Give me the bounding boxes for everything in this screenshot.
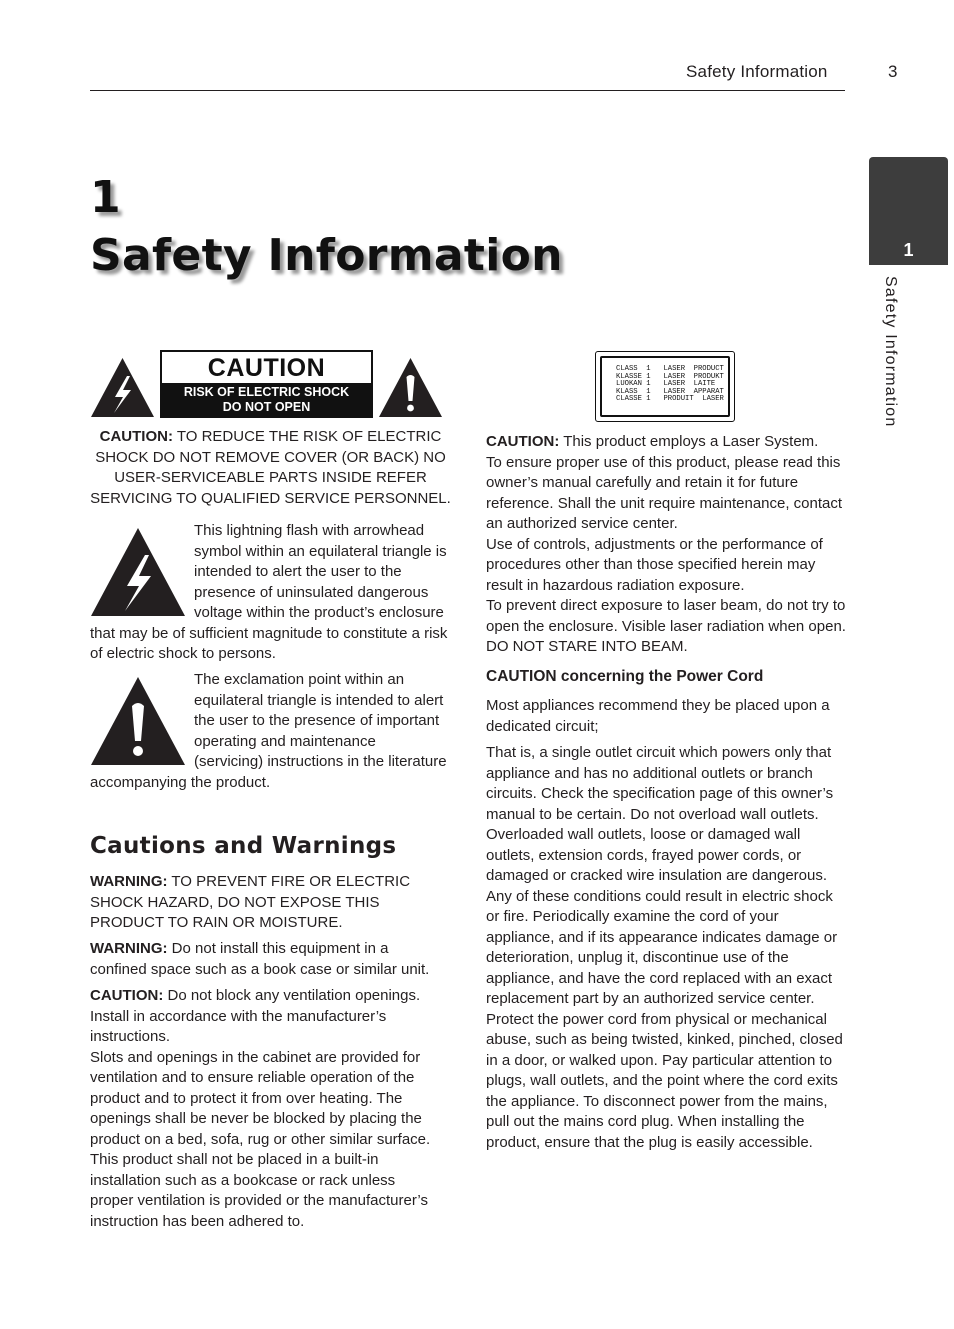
- exclamation-description-block: [90, 670, 448, 793]
- page-number: 3: [888, 62, 898, 81]
- power-cord-para-2: That is, a single outlet circuit which powers only that appliance and has no additional outlets or branch circuits. Check the specification page of this owner’s manual to be certain. Do not overload wall outlets. Overloaded wall outlets, loose or damaged wall outlets, extension cords, frayed power cords, or damaged or cracked wire insulation are dangerous. Any of these conditions could result in electric shock or fire. Periodically examine the cord of your appliance, and if its appearance indicates damage or deterioration, unplug it, discontinue use of the appliance, and have the cord replaced with an exact replacement part by an authorized service center. Protect the power cord from physical or mechanical abuse, such as being twisted, kinked, pinched, closed in a door, or walked upon. Pay particular attention to plugs, wall outlets, and the point where the cord exits the appliance. To disconnect power from the mains, pull out the mains cord plug. When installing the product, ensure that the plug is easily accessible.: [486, 744, 843, 1151]
- chapter-title: Safety Information: [90, 230, 563, 281]
- lightning-description-block: [90, 521, 448, 665]
- laser-caution-text: This product employs a Laser System.: [559, 433, 819, 450]
- caution-notice: [90, 427, 451, 509]
- lightning-description: This lightning flash with arrowhead symbol within an equilateral triangle is intended to alert the user to the presence of uninsulated dangerous voltage within the product’s enclosure that may be of sufficient magnitude to constitute a risk of electric shock to persons.: [90, 522, 448, 662]
- caution-label: [160, 350, 373, 418]
- caution-label-line2: DO NOT OPEN: [222, 400, 311, 414]
- warning-moisture-text: TO PREVENT FIRE OR ELECTRIC SHOCK HAZARD, DO NOT EXPOSE THIS PRODUCT TO RAIN OR MOISTURE.: [90, 873, 411, 931]
- exclamation-warning-icon: [378, 357, 443, 418]
- header-rule: [90, 90, 845, 91]
- section-heading-cautions: Cautions and Warnings: [90, 833, 397, 859]
- warning-confined-lead: WARNING:: [90, 940, 168, 957]
- ventilation-detail: Slots and openings in the cabinet are provided for ventilation and to ensure reliable operation of the product and to protect it from over heating. The openings shall be never be blocked by placing the product on a bed, sofa, rug or other similar surface. This product shall not be placed in a built-in installation such as a bookcase or rack unless proper ventilation is provided or the manufacturer’s instruction has been adhered to.: [90, 1048, 431, 1230]
- caution-ventilation-lead: CAUTION:: [90, 987, 164, 1004]
- lightning-triangle-icon: [90, 527, 186, 617]
- caution-ventilation: [90, 986, 440, 1232]
- caution-label-band: [162, 383, 371, 416]
- exclamation-description: The exclamation point within an equilateral triangle is intended to alert the user to the presence of important operating and maintenance (servicing) instructions in the literature accompanying the product.: [90, 671, 447, 791]
- caution-notice-lead: CAUTION:: [99, 428, 173, 445]
- caution-label-title: CAUTION: [207, 354, 326, 382]
- warning-moisture-lead: WARNING:: [90, 873, 168, 890]
- chapter-number: 1: [90, 172, 121, 223]
- laser-product-label: [595, 351, 735, 422]
- warning-moisture: [90, 872, 442, 934]
- side-tab-number: 1: [903, 240, 914, 260]
- caution-notice-text: TO REDUCE THE RISK OF ELECTRIC SHOCK DO NOT REMOVE COVER (OR BACK) NO USER-SERVICEABLE PARTS INSIDE REFER SERVICING TO QUALIFIED SERVICE PERSONNEL.: [90, 428, 451, 507]
- laser-paragraph-3: To prevent direct exposure to laser beam, do not try to open the enclosure. Visible laser radiation when open. DO NOT STARE INTO BEAM.: [486, 597, 846, 655]
- laser-paragraph-1: To ensure proper use of this product, please read this owner’s manual carefully and retain it for future reference. Shall the unit require maintenance, contact an authorized service center.: [486, 453, 843, 532]
- power-cord-para-1: Most appliances recommend they be placed upon a dedicated circuit;: [486, 697, 830, 735]
- warning-confined-space: [90, 939, 442, 980]
- exclamation-triangle-icon: [90, 676, 186, 766]
- caution-ventilation-text: Do not block any ventilation openings. Install in accordance with the manufacturer’s instructions.: [90, 987, 421, 1045]
- chapter-side-tab: [869, 157, 948, 265]
- warning-confined-text: Do not install this equipment in a confined space such as a book case or similar unit.: [90, 940, 430, 978]
- power-cord-heading: CAUTION concerning the Power Cord: [486, 668, 764, 685]
- laser-label-text: CLASS 1 LASER PRODUCT KLASSE 1 LASER PRODUKT LUOKAN 1 LASER LAITE KLASS 1 LASER APPARAT CLASSE 1 PRODUIT LASER: [616, 365, 724, 404]
- laser-paragraph-2: Use of controls, adjustments or the performance of procedures other than those specified herein may result in hazardous radiation exposure.: [486, 535, 823, 594]
- side-tab-label: Safety Information: [882, 276, 899, 428]
- running-head-title: Safety Information: [686, 62, 828, 81]
- laser-caution-block: [486, 432, 846, 658]
- lightning-warning-icon: [90, 357, 155, 418]
- caution-label-line1: RISK OF ELECTRIC SHOCK: [183, 385, 350, 399]
- laser-caution-lead: CAUTION:: [486, 433, 560, 450]
